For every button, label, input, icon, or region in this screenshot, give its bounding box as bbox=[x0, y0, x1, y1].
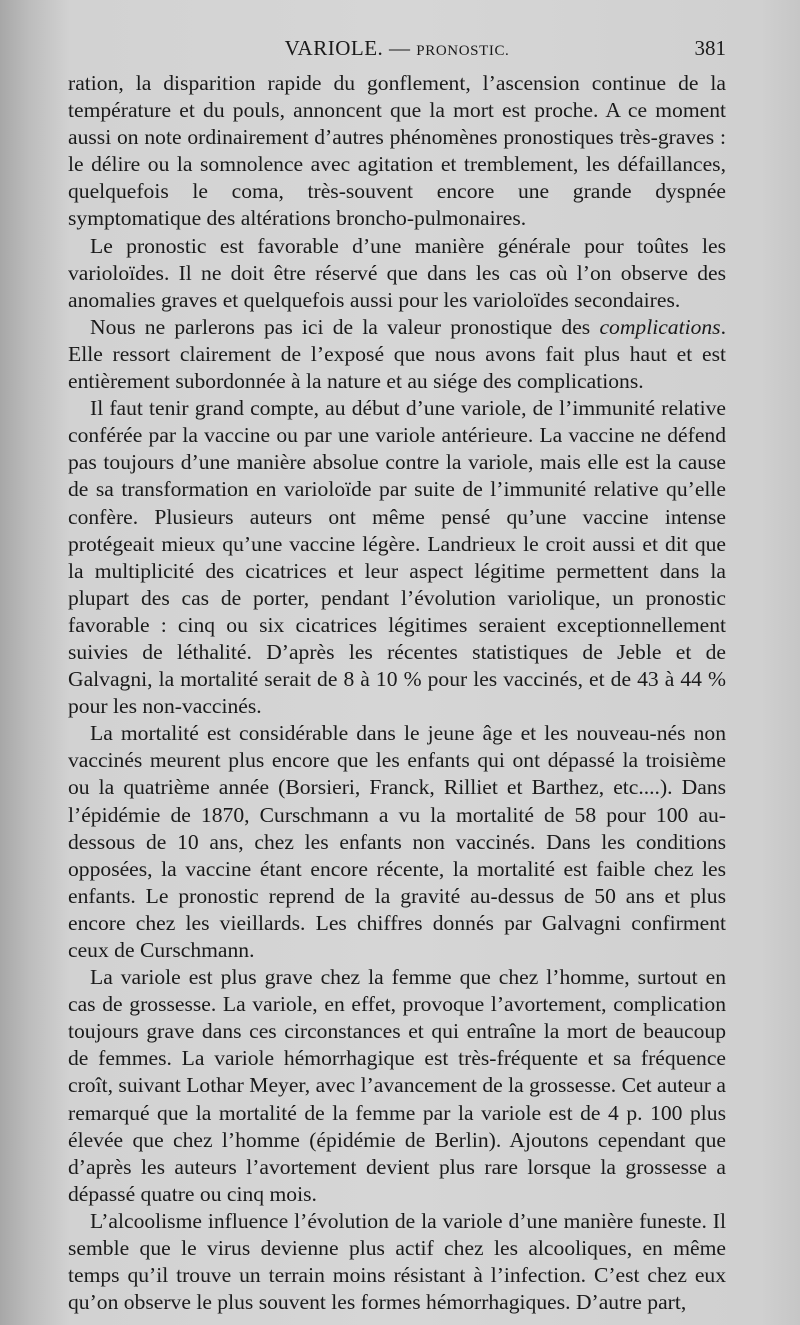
paragraph-4: Il faut tenir grand compte, au début d’une variole, de l’immunité relative conférée par la vaccine ou par une variole antérieure. La vaccine ne défend pas toujours d’une manière absolue contre la variole, mais elle est la cause de sa transformation en varioloïde par suite de l’immunité relative qu’elle confère. Plusieurs auteurs ont même pensé qu’une vaccine intense protégeait mieux qu’une vaccine légère. Landrieux le croit aussi et dit que la multiplicité des cicatrices et leur aspect légitime permettent dans la plupart des cas de porter, pendant l’évolution variolique, un pronostic favorable : cinq ou six cicatrices légitimes seraient exceptionnellement suivies de léthalité. D’après les récentes statistiques de Jeble et de Galvagni, la mortalité serait de 8 à 10 % pour les vaccinés, et de 43 à 44 % pour les non-vaccinés. bbox=[68, 396, 726, 719]
paragraph-6: La variole est plus grave chez la femme que chez l’homme, surtout en cas de grossesse. La variole, en effet, provoque l’avortement, complication toujours grave dans ces circonstances et qui entraîne la mort de beaucoup de femmes. La variole hémorrhagique est très-fréquente et sa fréquence croît, suivant Lothar Meyer, avec l’avancement de la grossesse. Cet auteur a remarqué que la mortalité de la femme par la variole est de 4 p. 100 plus élevée que chez l’homme (épidémie de Berlin). Ajoutons cependant que d’après les auteurs l’avortement devient plus rare lorsque la grossesse a dépassé quatre ou cinq mois. bbox=[68, 965, 726, 1206]
paragraph-3-emphasis: complications bbox=[599, 314, 721, 339]
paragraph-2: Le pronostic est favorable d’une manière générale pour toûtes les varioloïdes. Il ne doit être réservé que dans les cas où l’on observe des anomalies graves et quelquefois aussi pour les varioloïdes secondaires. bbox=[68, 233, 726, 312]
running-title-subtitle: PRONOSTIC. bbox=[416, 43, 510, 59]
paragraph-5: La mortalité est considérable dans le jeune âge et les nouveau-nés non vaccinés meurent plus encore que les enfants qui ont dépassé la troisième ou la quatrième année (Borsieri, Franck, Rilliet et Barthez, etc....). Dans l’épidémie de 1870, Curschmann a vu la mortalité de 58 pour 100 au-dessous de 10 ans, chez les enfants non vaccinés. Dans les conditions opposées, la vaccine étant encore récente, la mortalité est faible chez les enfants. Le pronostic reprend de la gravité au-dessus de 50 ans et plus encore chez les vieillards. Les chiffres donnés par Galvagni confirment ceux de Curschmann. bbox=[68, 721, 726, 962]
paragraph-3-before: Nous ne parlerons pas ici de la valeur pronostique des bbox=[90, 314, 600, 339]
running-title bbox=[68, 36, 726, 61]
page-number: 381 bbox=[694, 36, 726, 60]
page-header bbox=[68, 34, 726, 64]
paragraph-7: L’alcoolisme influence l’évolution de la variole d’une manière funeste. Il semble que le virus devienne plus actif chez les alcooliques, en même temps qu’il trouve un terrain moins résistant à l’infection. C’est chez eux qu’on observe le plus souvent les formes hémorrhagiques. D’autre part, bbox=[68, 1208, 726, 1315]
running-title-separator: — bbox=[389, 36, 411, 60]
body-text bbox=[68, 70, 726, 1316]
paragraph-3 bbox=[68, 314, 726, 395]
paragraph-1: ration, la disparition rapide du gonflement, l’ascension continue de la température et du pouls, annoncent que la mort est proche. A ce moment aussi on note ordinairement d’autres phénomènes pronostiques très-graves : le délire ou la somnolence avec agitation et tremblement, les défaillances, quelquefois le coma, très-souvent encore une grande dyspnée symptomatique des altérations broncho-pulmonaires. bbox=[68, 71, 726, 231]
running-title-main: VARIOLE. bbox=[284, 36, 384, 60]
paragraph-3-after: . Elle ressort clairement de l’exposé que nous avons fait plus haut et est entièrement subordonnée à la nature et au siége des complications. bbox=[68, 314, 726, 394]
